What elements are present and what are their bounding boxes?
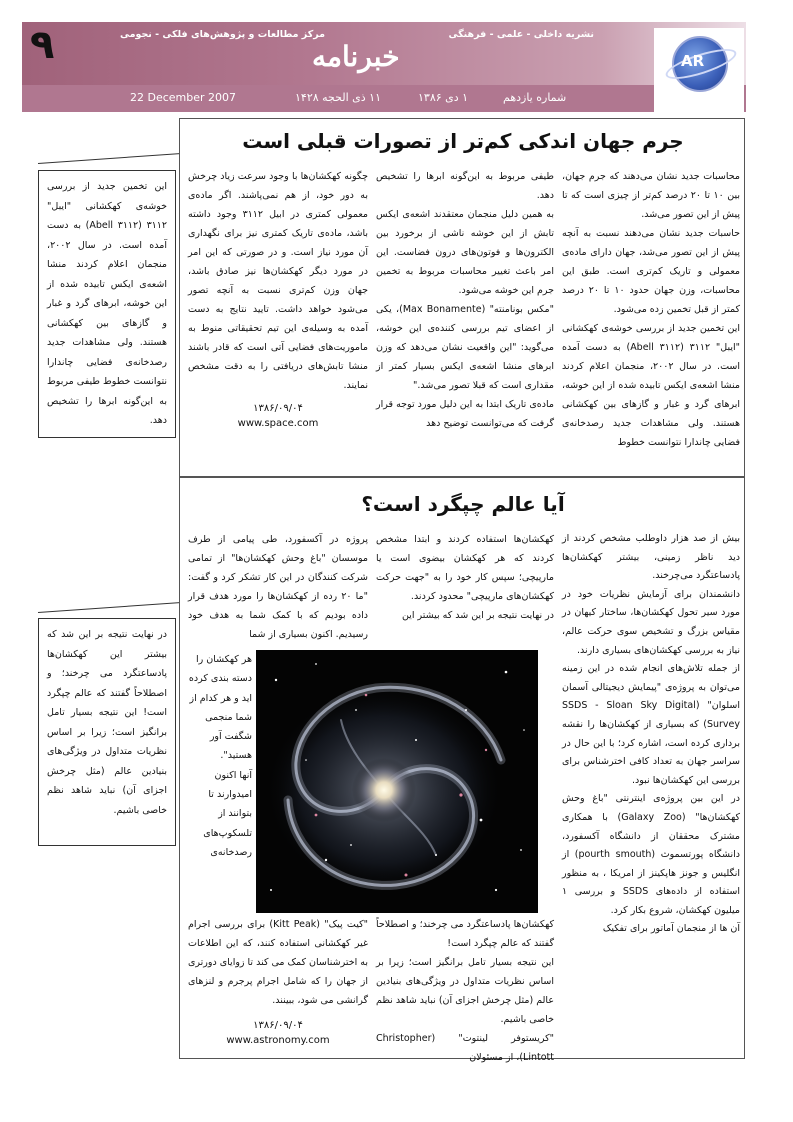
publication-line: نشریه داخلی - علمی - فرهنگی	[448, 29, 594, 40]
paragraph: محاسبات جدید نشان می‌دهند که جرم جهان، بین ۱۰ تا ۲۰ درصد کم‌تر از چیزی است که تا پیش از این تصور می‌شد.	[562, 171, 741, 220]
article-spin-col-middle-bottom	[376, 915, 554, 1067]
paragraph: دانشمندان برای آزمایش نظریات خود در مورد سیر تحول کهکشان‌ها، ساختار کیهان در مقیاس بزرگ و تشخیص سوی حرکت عالم، نیاز به بررسی کهکشان‌های بسیاری دارند.	[562, 588, 740, 656]
article-spin-col-middle-top	[376, 530, 554, 625]
source-date: ۱۳۸۶/۰۹/۰۴	[253, 403, 303, 414]
date-shamsi: ۱ دی ۱۳۸۶	[418, 91, 469, 104]
galaxy-photo	[256, 650, 538, 913]
paragraph: پروژه در آکسفورد، طی پیامی از طرف موسسان "باغ وحش کهکشان‌ها" از تمامی شرکت کنندگان در این کار تشکر کرد و گفت: "ما ۲۰ رده از کهکشان‌ها را مورد هدف قرار داده بودیم که با کمک شما به هدف خود رسیدیم. اکنون بسیاری از شما	[188, 534, 368, 640]
masthead-title: خبرنامه	[312, 40, 400, 73]
paragraph: ماده‌ی تاریک ابتدا به این دلیل مورد توجه قرار گرفت که می‌توانست توضیح دهد	[376, 399, 554, 429]
paragraph: چگونه کهکشان‌ها با وجود سرعت زیاد چرخش به دور خود، از هم نمی‌پاشند. اگر ماده‌ی معمولی کمتری در ابیل ۳۱۱۲ وجود داشته باشد، ماده‌ی تاریک کمتری نیز برای نگهداری آن مورد نیاز است. و در صورتی که این امر در مورد دیگر کهکشان‌ها نیز صادق باشد، جهان وزن کم‌تری نسبت به آنچه تصور می‌شود خواهد داشت. تایید نتایج به دست آمده به وسیله‌ی این تیم تحقیقاتی منوط به ماموریت‌های فضایی آتی است که قادر باشند منشا تابش‌های دریافتی را به دقت مشخص نمایند.	[188, 171, 369, 391]
side-note-spin: در نهایت نتیجه بر این شد که بیشتر این کهکشان‌ها پادساعتگرد می چرخند؛ و اصطلاحاً گفتند که عالم چپگرد است! این نتیجه بسیار تامل برانگیز است؛ زیرا بر اساس نظریات متداول در ویژگی‌های بنیادین عالم (مثل چرخش اجزای آن) نباید شاهد نظم خاصی باشیم.	[38, 618, 176, 846]
article-spin-frame	[179, 477, 745, 1063]
date-hijri: ۱۱ ذی الحجه ۱۴۲۸	[295, 91, 381, 104]
article-spin-col-right	[562, 530, 740, 939]
article-mass-col-middle	[376, 167, 554, 433]
paragraph: در نهایت نتیجه بر این شد که بیشتر این	[401, 610, 554, 621]
header-date-bar	[22, 85, 746, 112]
date-gregorian: 22 December 2007	[130, 91, 237, 104]
source-link[interactable]: www.astronomy.com	[226, 1035, 330, 1046]
paragraph: آنها اکنون امیدوارند تا بتوانند از تلسکوپ‌های رصدخانه‌ی	[203, 769, 252, 858]
center-logo	[654, 28, 744, 112]
source-date: ۱۳۸۶/۰۹/۰۴	[253, 1020, 303, 1031]
paragraph: بیش از صد هزار داوطلب مشخص کردند از دید ناظر زمینی، بیشتر کهکشان‌ها پادساعتگرد می‌چرخند.	[562, 533, 740, 582]
article-mass-col-left	[188, 167, 368, 431]
issue-number: شماره یازدهم	[503, 91, 567, 104]
page-number: ۹	[30, 22, 55, 68]
center-line: مرکز مطالعات و پژوهش‌های فلکی - نجومی	[120, 29, 326, 40]
paragraph: آن ها از منجمان آماتور برای تفکیک	[602, 923, 740, 935]
paragraph: کهکشان‌ها استفاده کردند و ابتدا مشخص کردند که هر کهکشان بیضوی است یا مارپیچی؛ سپس کار خود را به "جهت حرکت کهکشان‌های مارپیچی" محدود کردند.	[376, 534, 554, 602]
paragraph: طیفی مربوط به این‌گونه ابرها را تشخیص دهد.	[376, 171, 554, 201]
article-mass-title: جرم جهان اندکی کم‌تر از تصورات قبلی است	[242, 129, 684, 153]
paragraph: از جمله تلاش‌های انجام شده در این زمینه می‌توان به پروژه‌ی "پیمایش دیجیتالی آسمان اسلوان" (SSDS - Sloan Sky Digital Survey) که بسیاری از کهکشان‌ها را نقشه برداری کرده است، اشاره کرد؛ با این حال در سراسر جهان به تعداد کافی اخترشناس برای بررسی این کهکشان‌ها نبود.	[562, 663, 740, 786]
paragraph: در این بین پروژه‌ی اینترنتی "باغ وحش کهکشان‌ها" (Galaxy Zoo) با همکاری مشترک محققان از دانشگاه آکسفورد، دانشگاه پورتسموث (pourth smouth) از انگلیس و جونز هاپکینز از امریکا ، به منظور استفاده از داده‌های SSDS و بررسی ۱ میلیون کهکشان، شروع بکار کرد.	[562, 793, 740, 916]
article-mass-frame	[179, 118, 745, 477]
article-spin-col-left-top	[188, 530, 368, 644]
note1-connector	[38, 153, 180, 164]
paragraph: این نتیجه بسیار تامل برانگیز است؛ زیرا بر اساس نظریات متداول در ویژگی‌های بنیادین عالم (مثل چرخش اجزای آن) نباید شاهد نظم خاصی باشیم.	[376, 957, 554, 1025]
paragraph: کهکشان‌ها پادساعتگرد می چرخند؛ و اصطلاحاً گفتند که عالم چپگرد است!	[376, 919, 554, 949]
paragraph: به همین دلیل منجمان معتقدند اشعه‌ی ایکس تابش از این خوشه ناشی از برخورد بین الکترون‌ها و فوتون‌های درون فضاست. این امر باعث تغییر محاسبات مربوط به تخمین جرم این خوشه می‌شود.	[376, 209, 554, 296]
article-mass-col-right	[562, 167, 740, 452]
paragraph: هر کهکشان را دسته بندی کرده اید و هر کدام از شما منجمی شگفت آور هستید".	[188, 654, 252, 762]
source-link[interactable]: www.space.com	[237, 418, 319, 429]
article-spin-title: آیا عالم چپگرد است؟	[361, 492, 565, 516]
side-note-mass: این تخمین جدید از بررسی خوشه‌ی کهکشانی "ایبل" ۳۱۱۲ (Abell ۳۱۱۲) به دست آمده است. در سال ۲۰۰۲، منجمان اعلام کردند منشا اشعه‌ی ایکس تابیده شده از این خوشه، ابرهای گرد و غبار و گازهای بین کهکشانی هستند. ولی مشاهدات جدید رصدخانه‌ی فضایی چاندارا نتوانست خطوط طیفی مربوط به این‌گونه ابرها را تشخیص دهد.	[38, 170, 176, 438]
logo-text: AR	[681, 52, 705, 70]
article-spin-col-left-bottom	[188, 915, 368, 1048]
note2-connector	[38, 602, 180, 613]
paragraph: "کیت پیک" (Kitt Peak) برای بررسی اجرام غیر کهکشانی استفاده کنند، که این اطلاعات به اخترشناسان کمک می کند تا زوایای دورتری از جهان را که شامل اجرام پرجرم و لنزهای گرانشی می شود، ببینند.	[187, 919, 369, 1006]
article-spin-col-left-wrap	[188, 650, 252, 862]
paragraph: حاسبات جدید نشان می‌دهند نسبت به آنچه پیش از این تصور می‌شد، جهان دارای ماده‌ی معمولی و تاریک کم‌تری است. طبق این محاسبات، وزن جهان حدود ۱۰ تا ۲۰ درصد کمتر از قبل تخمین زده می‌شود.	[562, 228, 740, 315]
paragraph: "کریستوفر لینتوت" (Christopher Lintott)، از مسئولان	[376, 1033, 554, 1063]
spiral-galaxy-image	[256, 650, 538, 913]
paragraph: این تخمین جدید از بررسی خوشه‌ی کهکشانی "ایبل" ۳۱۱۲ (Abell ۳۱۱۲) به دست آمده است. در سال ۲۰۰۲، منجمان اعلام کردند منشا اشعه‌ی ایکس تابیده شده از این خوشه، ابرهای گرد و غبار و گازهای بین کهکشانی هستند. ولی مشاهدات جدید رصدخانه‌ی فضایی چاندارا نتوانست خطوط	[562, 323, 740, 448]
page-header	[22, 22, 746, 112]
paragraph: "مکس بونامنته" (Max Bonamente)، یکی از اعضای تیم بررسی کننده‌ی این خوشه، می‌گوید: "این واقعیت نشان می‌دهد که وزن ابرهای منشا اشعه‌ی ایکس بسیار کمتر از مقداری است که قبلا تصور می‌شد."	[376, 304, 555, 391]
